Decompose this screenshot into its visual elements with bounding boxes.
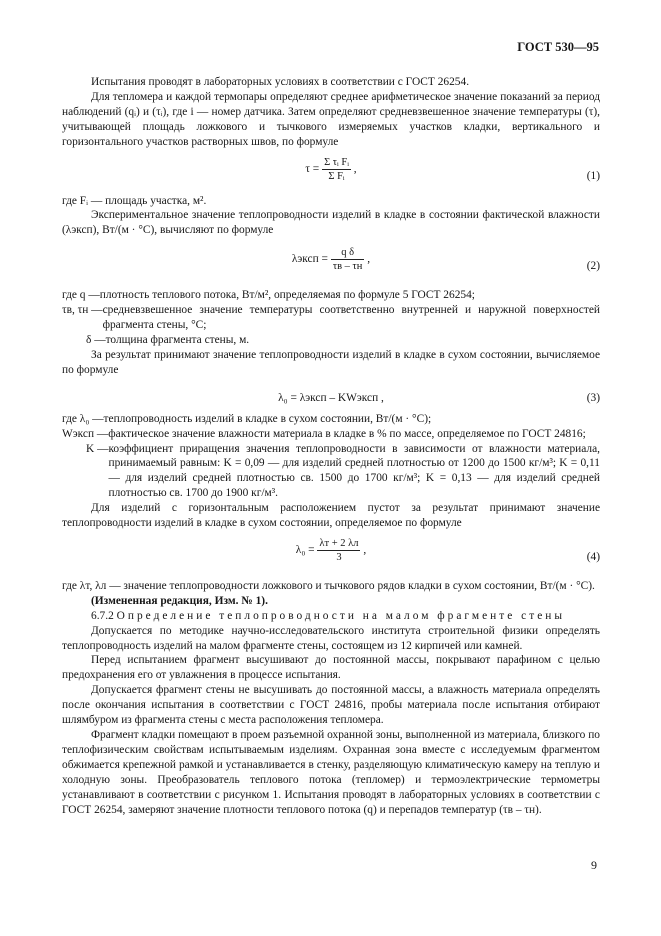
where-item [62, 288, 600, 303]
amendment-note: (Измененная редакция, Изм. № 1). [91, 594, 268, 607]
paragraph: Допускается фрагмент стены не высушивать до постоянной массы, а влажность материала определять после окончания испытания в соответствии с ГОСТ 24816, пробы материала после испытания отбирают шлямбуром из фрагмента стены с места расположения тепломера. [62, 684, 600, 727]
paragraph: Фрагмент кладки помещают в проем разъемной охранной зоны, выполненной из материала, близкого по теплофизическим свойствам испытываемым изделиям. Охранная зона вместе с исследуемым фрагментом обжимается крепежной рамкой и устанавливается в стенку, разделяющую климатическую камеру на теплую и холодную зоны. Преобразователь теплового потока (тепломер) и термоэлектрические термометры устанавливают в соответствии с рисунком 1. Испытания проводят в лабораторных условиях в соответствии с ГОСТ 26254, замеряют значение плотности теплового потока (q) и перепадов температур (τв – τн). [62, 729, 600, 816]
where-term: K — [86, 442, 109, 455]
paragraph: Испытания проводят в лабораторных условиях в соответствии с ГОСТ 26254. [91, 76, 470, 88]
paragraph: За результат принимают значение теплопроводности изделий в кладке в сухом состоянии, вычисляемое по формуле [62, 348, 600, 376]
where-item [62, 412, 600, 427]
paragraph: Перед испытанием фрагмент высушивают до постоянной массы, покрывают парафином с целью предохранения его от увлажнения в процессе испытания. [62, 654, 600, 682]
formula-fraction [317, 537, 360, 564]
where-term: τв, τн — [62, 304, 103, 317]
formula-numerator: q δ [341, 247, 355, 259]
page-number: 9 [591, 858, 597, 872]
formula-1 [62, 156, 600, 194]
formula-denominator: 3 [317, 550, 360, 564]
formula-tail: , [363, 543, 367, 556]
where-definition: средневзвешенное значение температуры соответственно внутренней и наружной поверхностей фрагмента стены, °С; [102, 304, 600, 332]
formula-denominator: Σ Fᵢ [322, 169, 351, 183]
body-text [62, 75, 600, 817]
where-definition: коэффициент приращения значения теплопроводности в зависимости от влажности материала, принимаемый равным: K = 0,09 — для изделий средней плотностью от 1200 до 1500 кг/м³; K = 0,11 — для изделий средней плотностью св. 1500 до 1700 кг/м³; K = 0,13 — для изделий средней плотностью св. 1700 до 1900 кг/м³. [108, 442, 600, 500]
section-number: 6.7.2 [91, 609, 114, 622]
where-list-3 [62, 412, 600, 501]
formula-denominator: τв – τн [332, 261, 363, 273]
formula-3 [62, 384, 600, 412]
where-term: где λ₀ — [62, 412, 104, 425]
formula-number: (1) [586, 169, 600, 182]
where-item [62, 333, 600, 348]
formula-number: (2) [586, 260, 600, 273]
where-definition: толщина фрагмента стены, м. [105, 333, 250, 346]
where-item [62, 303, 600, 333]
where-clause: где Fᵢ — площадь участка, м². [62, 194, 207, 207]
where-term: где q — [62, 289, 100, 302]
section-heading [62, 609, 600, 624]
formula-lhs: λэксп = [291, 253, 328, 266]
formula-numerator: λт + 2 λл [319, 537, 359, 549]
formula-expression: λ₀ = λэксп – KWэксп , [278, 391, 384, 404]
where-term: δ — [86, 333, 106, 346]
formula-lhs: τ = [305, 162, 320, 175]
where-item [62, 427, 600, 442]
page-header: ГОСТ 530—95 [517, 40, 599, 54]
paragraph: Экспериментальное значение теплопроводности изделий в кладке в состоянии фактической влажности (λэксп), Вт/(м · °С), вычисляют по формуле [62, 209, 600, 237]
formula-fraction [322, 156, 351, 183]
formula-tail: , [353, 162, 357, 175]
paragraph: Для тепломера и каждой термопары определяют среднее арифметическое значение показаний за период наблюдений (qᵢ) и (τᵢ), где i — номер датчика. Затем определяют средневзвешенное значение температуры (τ), учитывающей площадь ложкового и тычкового измеряемых участков кладки, вертикального и горизонтального участков растворных швов, по формуле [62, 90, 600, 148]
where-list-2 [62, 288, 600, 348]
section-title: Определение теплопроводности на малом фрагменте стены [116, 609, 565, 622]
where-item [62, 442, 600, 502]
where-definition: фактическое значение влажности материала в кладке в % по массе, определяемое по ГОСТ 24816; [108, 427, 586, 440]
formula-tail: , [367, 253, 371, 266]
formula-lhs: λ₀ = [295, 543, 315, 556]
formula-number: (3) [586, 391, 600, 404]
formula-2 [62, 246, 600, 284]
formula-number: (4) [586, 550, 600, 563]
where-clause: где λт, λл — значение теплопроводности ложкового и тычкового рядов кладки в сухом состоянии, Вт/(м · °С). [62, 579, 595, 592]
where-definition: плотность теплового потока, Вт/м², определяемая по формуле 5 ГОСТ 26254; [99, 289, 475, 302]
where-definition: теплопроводность изделий в кладке в сухом состоянии, Вт/(м · °С); [103, 412, 432, 425]
where-term: Wэксп — [62, 427, 109, 440]
formula-fraction [331, 246, 365, 273]
formula-numerator: Σ τᵢ Fᵢ [324, 156, 349, 168]
paragraph: Для изделий с горизонтальным расположением пустот за результат принимают значение теплопроводности изделий в кладке в сухом состоянии, определяемое по формуле [62, 502, 600, 530]
paragraph: Допускается по методике научно-исследовательского института строительной физики определять теплопроводность изделий на малом фрагменте стены, состоящем из 12 кирпичей или камней. [62, 624, 600, 652]
formula-4 [62, 537, 600, 575]
